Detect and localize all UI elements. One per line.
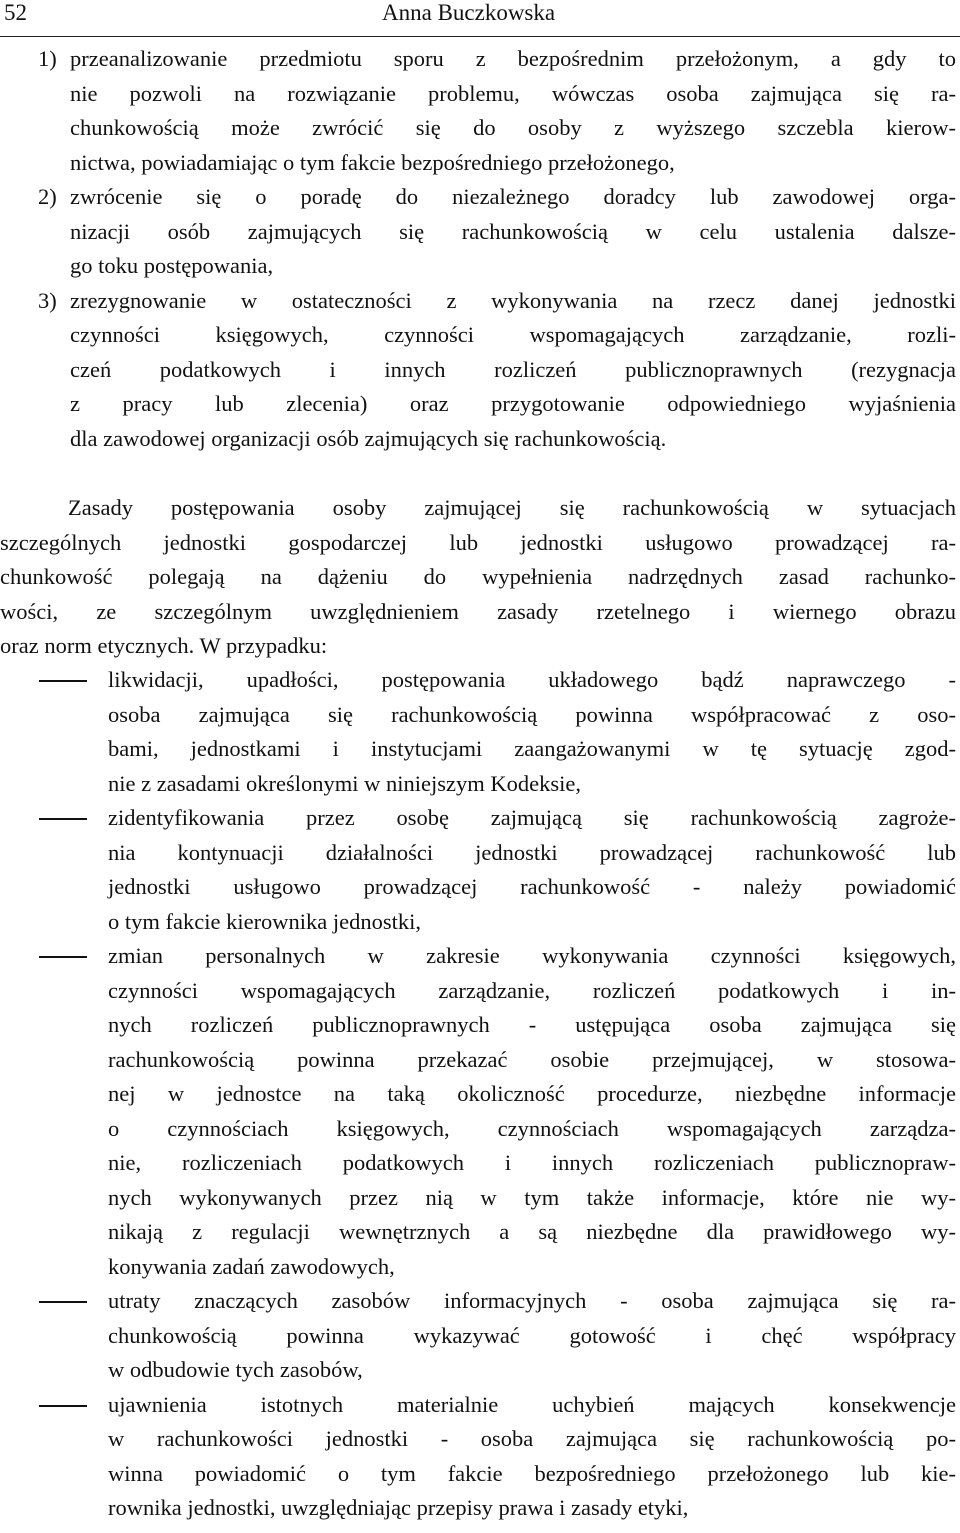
dash-item bbox=[0, 1284, 960, 1388]
text-line: w rachunkowości jednostki - osoba zajmująca się rachunkowością po- bbox=[108, 1426, 956, 1451]
header-rule bbox=[0, 36, 960, 37]
text-line: zwrócenie się o poradę do niezależnego doradcy lub zawodowej orga- bbox=[70, 184, 956, 209]
dash-item bbox=[0, 939, 960, 1284]
text-line: nictwa, powiadamiając o tym fakcie bezpośredniego przełożonego, bbox=[70, 149, 675, 175]
text-line: przeanalizowanie przedmiotu sporu z bezpośrednim przełożonym, a gdy to bbox=[70, 46, 956, 71]
numbered-list bbox=[0, 42, 960, 456]
body-paragraph bbox=[0, 491, 960, 664]
text-line: rachunkowością powinna przekazać osobie przejmującej, w stosowa- bbox=[108, 1046, 956, 1072]
text-line: nizacji osób zajmujących się rachunkowością w celu ustalenia dalsze- bbox=[70, 218, 956, 244]
text-line: chunkowość polegają na dążeniu do wypełnienia nadrzędnych zasad rachunko- bbox=[0, 564, 956, 589]
dash-item bbox=[0, 1388, 960, 1526]
item-number: 3) bbox=[38, 287, 57, 313]
text-line: w odbudowie tych zasobów, bbox=[108, 1357, 363, 1382]
running-head: Anna Buczkowska bbox=[382, 0, 556, 25]
item-number: 1) bbox=[38, 46, 57, 71]
numbered-item bbox=[0, 284, 960, 457]
text-line: ujawnienia istotnych materialnie uchybień mających konsekwencje bbox=[108, 1391, 956, 1417]
text-line: bami, jednostkami i instytucjami zaangażowanymi w tę sytuację zgod- bbox=[108, 736, 956, 761]
dash-bullet-icon bbox=[39, 818, 87, 820]
dash-bullet-icon bbox=[39, 680, 87, 682]
text-line: oraz norm etycznych. W przypadku: bbox=[0, 633, 328, 658]
page-number: 52 bbox=[4, 0, 27, 25]
text-line: czynności wspomagających zarządzanie, rozliczeń podatkowych i in- bbox=[108, 977, 956, 1003]
text-line: utraty znaczących zasobów informacyjnych - osoba zajmująca się ra- bbox=[108, 1288, 956, 1313]
text-line: zmian personalnych w zakresie wykonywania czynności księgowych, bbox=[108, 943, 956, 968]
text-line: osoba zajmująca się rachunkowością powinna współpracować z oso- bbox=[108, 701, 956, 727]
text-line: czynności księgowych, czynności wspomagających zarządzanie, rozli- bbox=[70, 322, 956, 347]
dash-bullet-icon bbox=[39, 1405, 87, 1407]
text-line: nikają z regulacji wewnętrznych a są niezbędne dla prawidłowego wy- bbox=[108, 1219, 956, 1244]
text-line: likwidacji, upadłości, postępowania układowego bądź naprawczego - bbox=[108, 667, 956, 692]
text-line: nie, rozliczeniach podatkowych i innych rozliczeniach publicznopraw- bbox=[108, 1150, 956, 1175]
text-line: rownika jednostki, uwzględniając przepisy prawa i zasady etyki, bbox=[108, 1495, 689, 1520]
text-line: o tym fakcie kierownika jednostki, bbox=[108, 908, 422, 934]
text-line: go toku postępowania, bbox=[70, 253, 274, 278]
text-line: chunkowością powinna wykazywać gotowość i chęć współpracy bbox=[108, 1322, 956, 1348]
dash-item bbox=[0, 801, 960, 939]
dash-bullet-icon bbox=[39, 956, 87, 958]
text-line: nie pozwoli na rozwiązanie problemu, wówczas osoba zajmująca się ra- bbox=[70, 80, 956, 106]
text-line: konywania zadań zawodowych, bbox=[108, 1253, 395, 1279]
numbered-item bbox=[0, 180, 960, 284]
text-line: nych wykonywanych przez nią w tym także informacje, które nie wy- bbox=[108, 1184, 956, 1210]
text-line: czeń podatkowych i innych rozliczeń publicznoprawnych (rezygnacja bbox=[70, 356, 956, 382]
text-line: nia kontynuacji działalności jednostki prowadzącej rachunkowość lub bbox=[108, 839, 956, 865]
dash-item bbox=[0, 663, 960, 801]
text-line: nej w jednostce na taką okoliczność procedurze, niezbędne informacje bbox=[108, 1081, 956, 1106]
dash-bullet-icon bbox=[39, 1301, 87, 1303]
text-line: wości, ze szczególnym uwzględnieniem zasady rzetelnego i wiernego obrazu bbox=[0, 598, 956, 624]
text-line: nych rozliczeń publicznoprawnych - ustępująca osoba zajmująca się bbox=[108, 1012, 956, 1037]
text-line: jednostki usługowo prowadzącej rachunkowość - należy powiadomić bbox=[108, 874, 956, 899]
text-line: chunkowością może zwrócić się do osoby z wyższego szczebla kierow- bbox=[70, 115, 956, 140]
text-line: nie z zasadami określonymi w niniejszym Kodeksie, bbox=[108, 770, 582, 796]
text-line: winna powiadomić o tym fakcie bezpośredniego przełożonego lub kie- bbox=[108, 1460, 956, 1486]
text-line: szczególnych jednostki gospodarczej lub jednostki usługowo prowadzącej ra- bbox=[0, 529, 956, 555]
text-line: Zasady postępowania osoby zajmującej się rachunkowością w sytuacjach bbox=[68, 495, 956, 520]
text-line: zrezygnowanie w ostateczności z wykonywania na rzecz danej jednostki bbox=[70, 287, 956, 313]
text-line: dla zawodowej organizacji osób zajmujących się rachunkowością. bbox=[70, 425, 667, 451]
item-number: 2) bbox=[38, 184, 57, 209]
numbered-item bbox=[0, 42, 960, 180]
text-line: z pracy lub zlecenia) oraz przygotowanie odpowiedniego wyjaśnienia bbox=[70, 391, 956, 416]
text-line: o czynnościach księgowych, czynnościach wspomagających zarządza- bbox=[108, 1115, 956, 1141]
text-line: zidentyfikowania przez osobę zajmującą się rachunkowością zagroże- bbox=[108, 805, 956, 830]
dash-list bbox=[0, 663, 960, 1526]
